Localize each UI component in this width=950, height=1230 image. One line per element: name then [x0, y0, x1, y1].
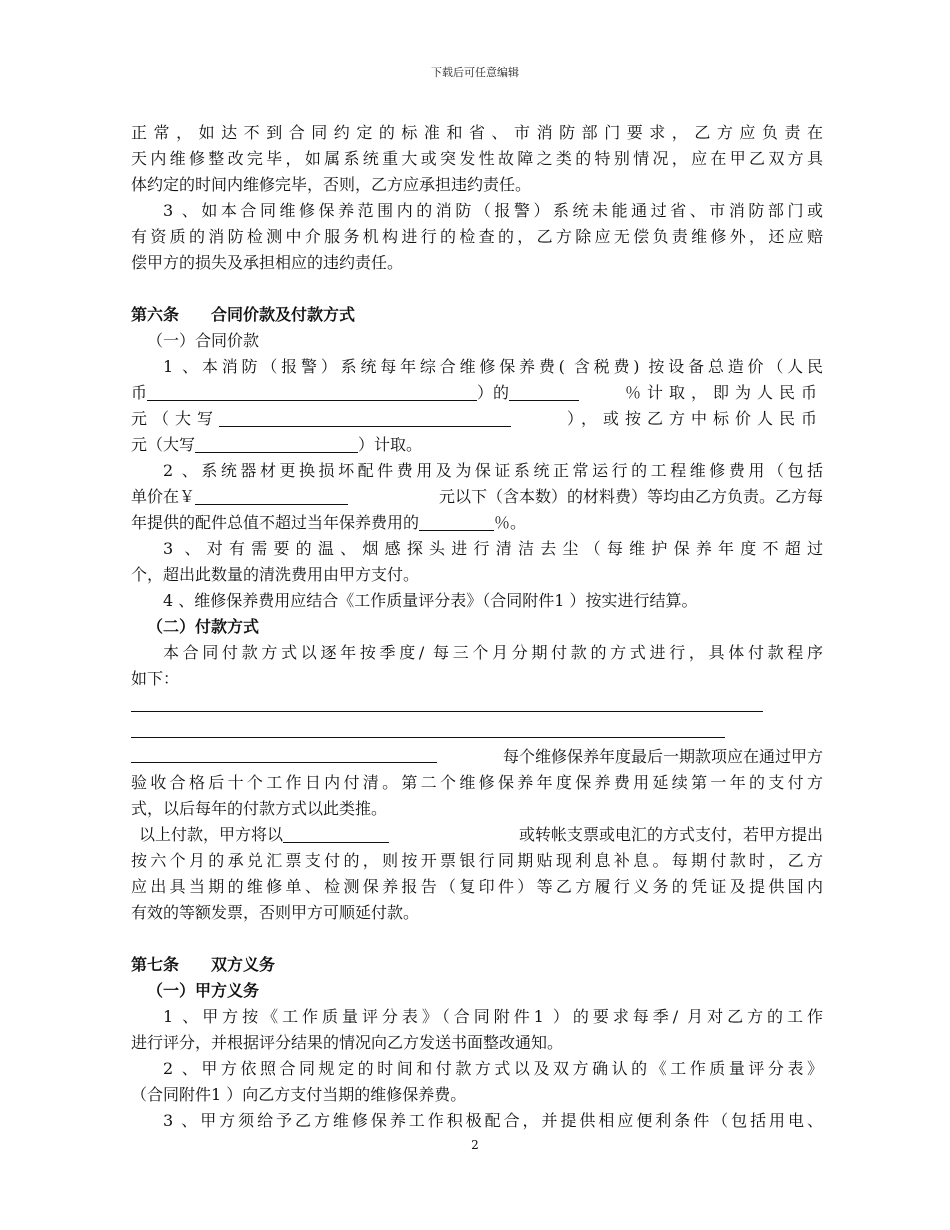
text-fragment: 元（大写 — [131, 406, 511, 432]
spacer — [131, 276, 823, 302]
paragraph-line: 4 、维修保养费用应结合《工作质量评分表》（合同附件1 ）按实进行结算。 — [163, 591, 698, 610]
text-fragment: 每个维修保养年度最后一期款项应在通过甲方 — [502, 747, 823, 766]
blank-field — [147, 382, 477, 401]
article-6-title: 第六条 合同价款及付款方式 — [131, 305, 356, 324]
paragraph-line: 按六个月的承兑汇票支付的，则按开票银行同期贴现利息补息。每期付款时，乙方 — [131, 851, 823, 870]
paragraph-line — [131, 380, 823, 406]
paragraph-line: 本合同付款方式以逐年按季度/ 每三个月分期付款的方式进行，具体付款程序 — [163, 643, 823, 662]
paragraph-line: 2 、甲方依照合同规定的时间和付款方式以及双方确认的《工作质量评分表》 — [163, 1059, 823, 1078]
section-heading: （一）甲方义务 — [147, 981, 260, 1000]
paragraph-line — [131, 484, 823, 510]
paragraph-line: 1 、本消防（报警）系统每年综合维修保养费( 含税费) 按设备总造价（人民 — [163, 357, 823, 376]
blank-field — [283, 824, 389, 843]
blank-field — [219, 408, 511, 427]
paragraph-line: 式，以后每年的付款方式以此类推。 — [131, 799, 388, 818]
paragraph-line: 天内维修整改完毕，如属系统重大或突发性故障之类的特别情况，应在甲乙双方具 — [131, 149, 823, 168]
paragraph-line: 3 、对有需要的温、烟感探头进行清洁去尘（每维护保养年度不超过 — [163, 539, 823, 558]
blank-field — [419, 512, 494, 531]
paragraph-line — [131, 822, 823, 848]
text-fragment: ％计取，即为人民币 — [624, 383, 823, 402]
paragraph-line: 如下： — [131, 669, 180, 688]
blank-field — [131, 744, 437, 763]
paragraph-line: （合同附件1 ）向乙方支付当期的维修保养费。 — [131, 1085, 467, 1104]
paragraph-line: 年提供的配件总值不超过当年保养费用的 ％。 — [131, 513, 527, 532]
text-fragment: 单价在￥ — [131, 484, 348, 510]
page-header: 下载后可任意编辑 — [431, 66, 519, 79]
text-fragment: 元以下（含本数）的材料费）等均由乙方负责。乙方每 — [438, 487, 823, 506]
blank-line — [131, 718, 823, 744]
paragraph-line: 3 、如本合同维修保养范围内的消防（报警）系统未能通过省、市消防部门或 — [163, 201, 823, 220]
paragraph-line: 进行评分，并根据评分结果的情况向乙方发送书面整改通知。 — [131, 1033, 564, 1052]
article-7-title: 第七条 双方义务 — [131, 955, 276, 974]
paragraph-line: 偿甲方的损失及承担相应的违约责任。 — [131, 253, 404, 272]
paragraph-line — [131, 406, 823, 432]
paragraph-line: 体约定的时间内维修完毕，否则，乙方应承担违约责任。 — [131, 175, 532, 194]
blank-line — [131, 692, 823, 718]
page-number: 2 — [471, 1138, 479, 1152]
paragraph-line: 个，超出此数量的清洗费用由甲方支付。 — [131, 565, 420, 584]
section-heading: （二）付款方式 — [147, 617, 260, 636]
paragraph-line: 应出具当期的维修单、检测保养报告（复印件）等乙方履行义务的凭证及提供国内 — [131, 877, 823, 896]
paragraph-line: 有资质的消防检测中介服务机构进行的检查的，乙方除应无偿负责维修外，还应赔 — [131, 227, 823, 246]
text-fragment: 币 ）的 — [131, 380, 579, 406]
text-fragment: ），或按乙方中标价人民币 — [566, 409, 823, 428]
paragraph-line: 2 、系统器材更换损坏配件费用及为保证系统正常运行的工程维修费用（包括 — [163, 461, 823, 480]
document-body — [131, 120, 823, 1134]
spacer — [131, 926, 823, 952]
section-heading: （一）合同价款 — [147, 331, 260, 350]
text-fragment: 以上付款，甲方将以 — [139, 822, 389, 848]
blank-field — [509, 382, 579, 401]
paragraph-line: 有效的等额发票，否则甲方可顺延付款。 — [131, 903, 420, 922]
paragraph-line: 正常，如达不到合同约定的标准和省、市消防部门要求，乙方应负责在 — [131, 123, 823, 142]
blank-field — [195, 434, 358, 453]
paragraph-line — [131, 744, 823, 770]
blank-field — [195, 486, 348, 505]
paragraph-line: 3 、甲方须给予乙方维修保养工作积极配合，并提供相应便利条件（包括用电、 — [163, 1111, 823, 1130]
text-fragment: 或转帐支票或电汇的方式支付，若甲方提出 — [518, 825, 823, 844]
paragraph-line: 1 、甲方按《工作质量评分表》（合同附件1 ）的要求每季/ 月对乙方的工作 — [163, 1007, 823, 1026]
paragraph-line: 验收合格后十个工作日内付清。第二个维修保养年度保养费用延续第一年的支付方 — [131, 773, 823, 792]
paragraph-line: 元（大写 ）计取。 — [131, 435, 423, 454]
